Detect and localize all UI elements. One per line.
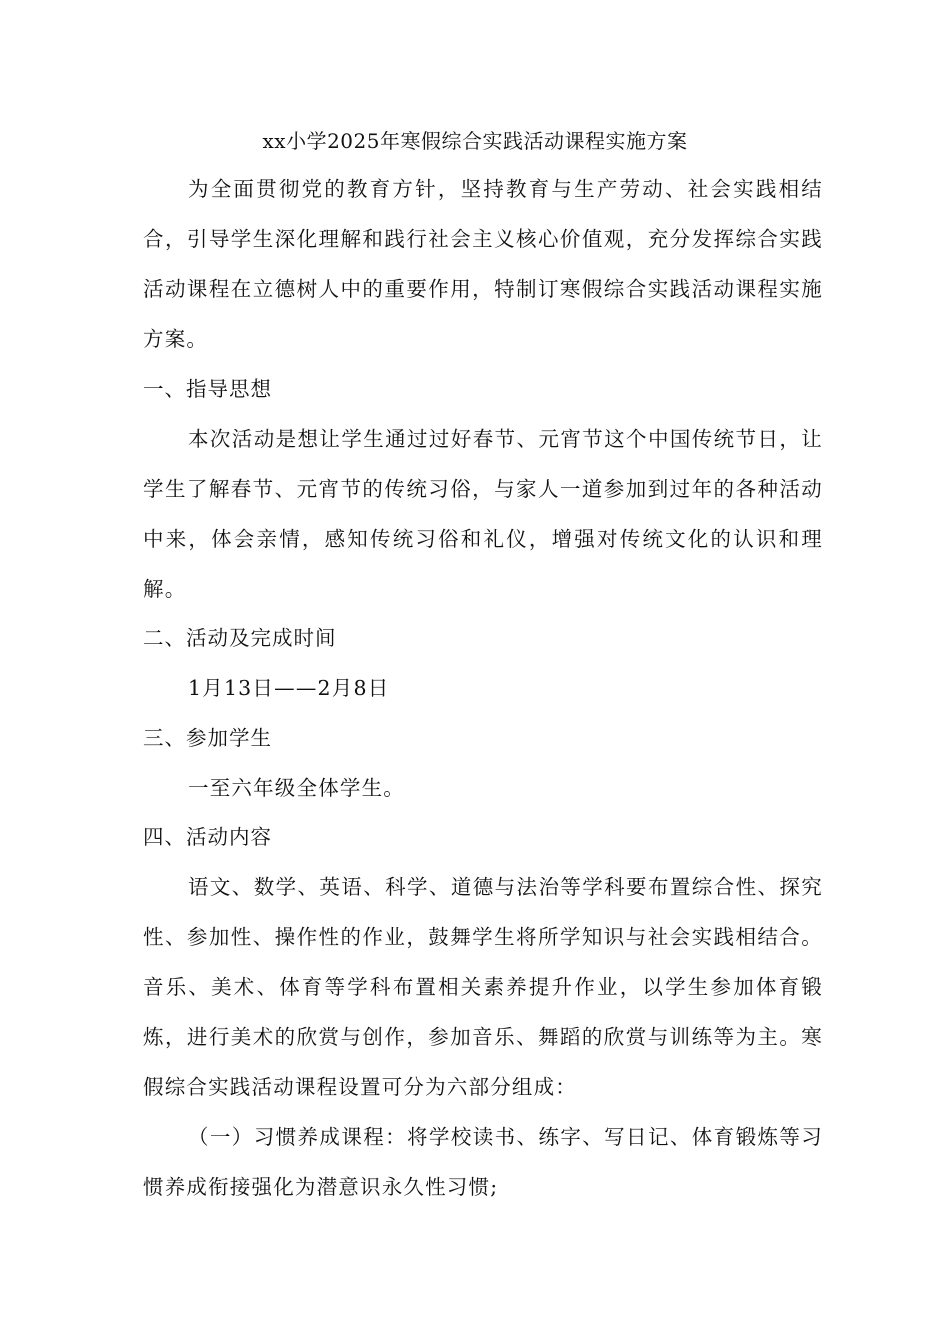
section-heading-guiding-ideology: 一、指导思想 [143, 377, 272, 401]
section-heading-activity-time: 二、活动及完成时间 [143, 626, 337, 650]
intro-paragraph: 为全面贯彻党的教育方针，坚持教育与生产劳动、社会实践相结合，引导学生深化理解和践行社会主义核心价值观，充分发挥综合实践活动课程在立德树人中的重要作用，特制订寒假综合实践活动课程实施方案。 [143, 177, 823, 351]
section-heading-participants: 三、参加学生 [143, 726, 272, 750]
section-body-activity-content: 语文、数学、英语、科学、道德与法治等学科要布置综合性、探究性、参加性、操作性的作业，鼓舞学生将所学知识与社会实践相结合。音乐、美术、体育等学科布置相关素养提升作业，以学生参加体育锻炼，进行美术的欣赏与创作，参加音乐、舞蹈的欣赏与训练等为主。寒假综合实践活动课程设置可分为六部分组成： [143, 875, 823, 1099]
section-body-participants: 一至六年级全体学生。 [188, 776, 405, 800]
section-heading-activity-content: 四、活动内容 [143, 825, 272, 849]
section-body-guiding-ideology: 本次活动是想让学生通过过好春节、元宵节这个中国传统节日，让学生了解春节、元宵节的传统习俗，与家人一道参加到过年的各种活动中来，体会亲情，感知传统习俗和礼仪，增强对传统文化的认识和理解。 [143, 427, 823, 601]
document-title: xx小学2025年寒假综合实践活动课程实施方案 [262, 129, 688, 153]
section-sub-item-habit-course: （一）习惯养成课程：将学校读书、练字、写日记、体育锻炼等习惯养成衔接强化为潜意识永久性习惯; [143, 1125, 823, 1199]
section-body-activity-time: 1月13日——2月8日 [188, 676, 390, 700]
